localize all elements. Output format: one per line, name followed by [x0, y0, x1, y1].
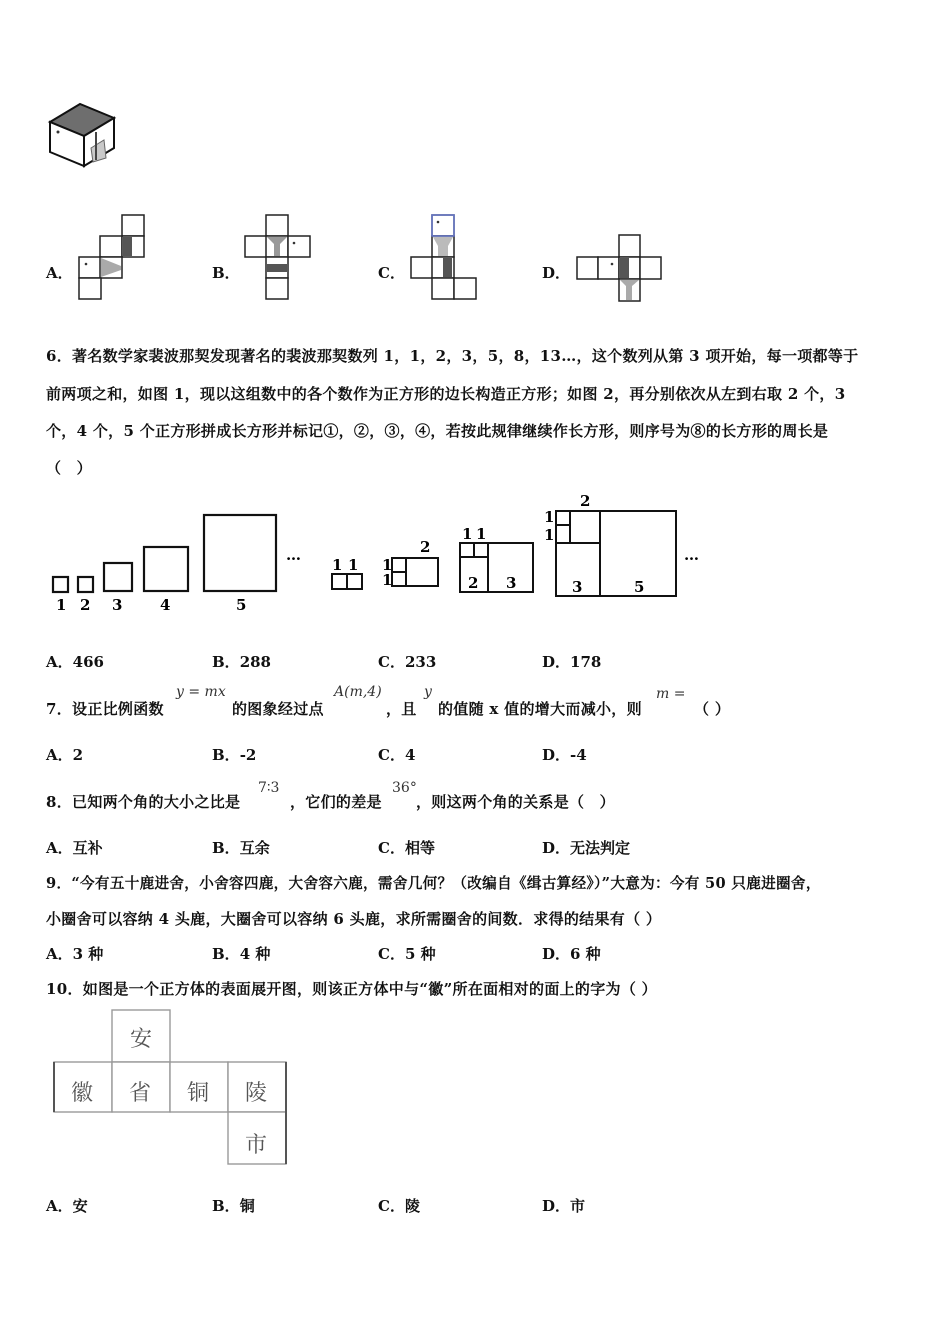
q7-point: A(m,4)	[334, 684, 382, 700]
square-5	[204, 515, 276, 591]
q6-text-line2: 前两项之和，如图 1，现以这组数中的各个数作为正方形的边长构造正方形；如图 2，再分别依次从左到右取 2 个，3	[46, 385, 846, 403]
face-row-3: 铜	[187, 1081, 210, 1106]
q7-mid1: 的图象经过点	[232, 700, 324, 718]
square-4	[144, 547, 188, 591]
face-top: 安	[130, 1027, 153, 1052]
svg-text:2: 2	[580, 492, 591, 510]
q8-difference: 36°	[392, 780, 417, 796]
label-1: 1	[56, 596, 67, 614]
svg-text:1: 1	[348, 556, 359, 574]
q8-option-c[interactable]: C．相等	[378, 839, 435, 857]
rectangle-2	[392, 558, 438, 586]
square-3	[104, 563, 132, 591]
q10-text-line1: 10．如图是一个正方体的表面展开图，则该正方体中与“徽”所在面相对的面上的字为（ ）	[46, 980, 657, 998]
q7-mid2: ，且	[386, 700, 417, 718]
q8-suffix: ，则这两个角的关系是（ ）	[416, 793, 615, 811]
fig1-ellipsis: …	[286, 546, 301, 564]
svg-text:2: 2	[420, 538, 431, 556]
svg-text:1: 1	[332, 556, 343, 574]
q9-text-line2: 小圈舍可以容纳 4 头鹿，大圈舍可以容纳 6 头鹿，求所需圈舍的间数．求得的结果有（ ）	[46, 910, 662, 928]
q7-y-var: y	[424, 684, 432, 700]
svg-text:1: 1	[476, 525, 487, 543]
svg-text:1: 1	[382, 571, 393, 589]
q7-option-d[interactable]: D．-4	[542, 746, 587, 764]
face-row-4: 陵	[245, 1081, 268, 1106]
q6-figure-1	[46, 510, 316, 615]
q7-m-var: m =	[656, 686, 686, 702]
q8-mid: ，它们的差是	[290, 793, 382, 811]
svg-text:1: 1	[462, 525, 473, 543]
q6-option-b[interactable]: B．288	[212, 653, 271, 671]
q6-option-d[interactable]: D．178	[542, 653, 602, 671]
q7-function: y = mx	[176, 684, 226, 700]
q7-mid3: 的值随 x 值的增大而减小，则	[438, 700, 642, 718]
q6-text-line4: （ ）	[46, 459, 92, 477]
svg-text:1: 1	[382, 556, 393, 574]
label-4: 4	[160, 596, 171, 614]
q5-net-d	[576, 234, 664, 302]
q6-text-line3: 个，4 个，5 个正方形拼成长方形并标记①，②，③，④，若按此规律继续作长方形，则序号为⑧的长方形的周长是	[46, 422, 829, 440]
label-3: 3	[112, 596, 123, 614]
q6-option-a[interactable]: A．466	[46, 653, 104, 671]
q7-suffix: （ ）	[694, 700, 731, 718]
q5-net-a	[78, 214, 148, 300]
q5-option-d[interactable]: D．	[542, 264, 571, 282]
fig2-ellipsis: …	[684, 546, 699, 564]
q10-cube-net	[52, 1008, 294, 1168]
q8-option-a[interactable]: A．互补	[46, 839, 103, 857]
rectangle-1	[332, 574, 362, 589]
q5-net-b	[244, 214, 312, 300]
q6-option-c[interactable]: C．233	[378, 653, 437, 671]
face-bottom: 市	[245, 1133, 268, 1158]
q9-option-d[interactable]: D．6 种	[542, 945, 601, 963]
q9-option-c[interactable]: C．5 种	[378, 945, 436, 963]
square-1	[53, 577, 68, 592]
face-row-1: 徽	[71, 1081, 94, 1106]
q7-option-b[interactable]: B．-2	[212, 746, 257, 764]
q9-option-b[interactable]: B．4 种	[212, 945, 271, 963]
svg-text:2: 2	[468, 574, 479, 592]
q10-option-b[interactable]: B．铜	[212, 1197, 255, 1215]
q5-option-a[interactable]: A．	[46, 264, 73, 282]
label-5: 5	[236, 596, 247, 614]
svg-text:3: 3	[506, 574, 517, 592]
q8-prefix: 8．已知两个角的大小之比是	[46, 793, 241, 811]
svg-text:1: 1	[544, 526, 555, 544]
q8-option-b[interactable]: B．互余	[212, 839, 270, 857]
q7-prefix: 7．设正比例函数	[46, 700, 164, 718]
q9-text-line1: 9．“今有五十鹿进舍，小舍容四鹿，大舍容六鹿，需舍几何？（改编自《缉古算经》）”大意为：今有 50 只鹿进圈舍，	[46, 875, 821, 892]
face-row-2: 省	[129, 1081, 152, 1106]
q9-option-a[interactable]: A．3 种	[46, 945, 104, 963]
svg-text:1: 1	[544, 508, 555, 526]
q6-text-line1: 6．著名数学家裴波那契发现著名的裴波那契数列 1，1，2，3，5，8，13…，这个数列从第 3 项开始，每一项都等于	[46, 347, 859, 365]
cube-figure	[46, 100, 120, 170]
q7-option-a[interactable]: A．2	[46, 746, 84, 764]
q5-option-c[interactable]: C．	[378, 264, 405, 282]
square-2	[78, 577, 93, 592]
svg-text:3: 3	[572, 578, 583, 596]
q10-option-c[interactable]: C．陵	[378, 1197, 420, 1215]
q8-ratio: 7∶3	[258, 780, 280, 796]
q5-net-c	[410, 212, 478, 302]
q6-figure-2	[326, 490, 716, 605]
svg-text:5: 5	[634, 578, 645, 596]
q5-option-b[interactable]: B．	[212, 264, 240, 282]
q8-option-d[interactable]: D．无法判定	[542, 839, 631, 857]
q10-option-d[interactable]: D．市	[542, 1197, 586, 1215]
q10-option-a[interactable]: A．安	[46, 1197, 88, 1215]
q7-option-c[interactable]: C．4	[378, 746, 416, 764]
label-2: 2	[80, 596, 91, 614]
